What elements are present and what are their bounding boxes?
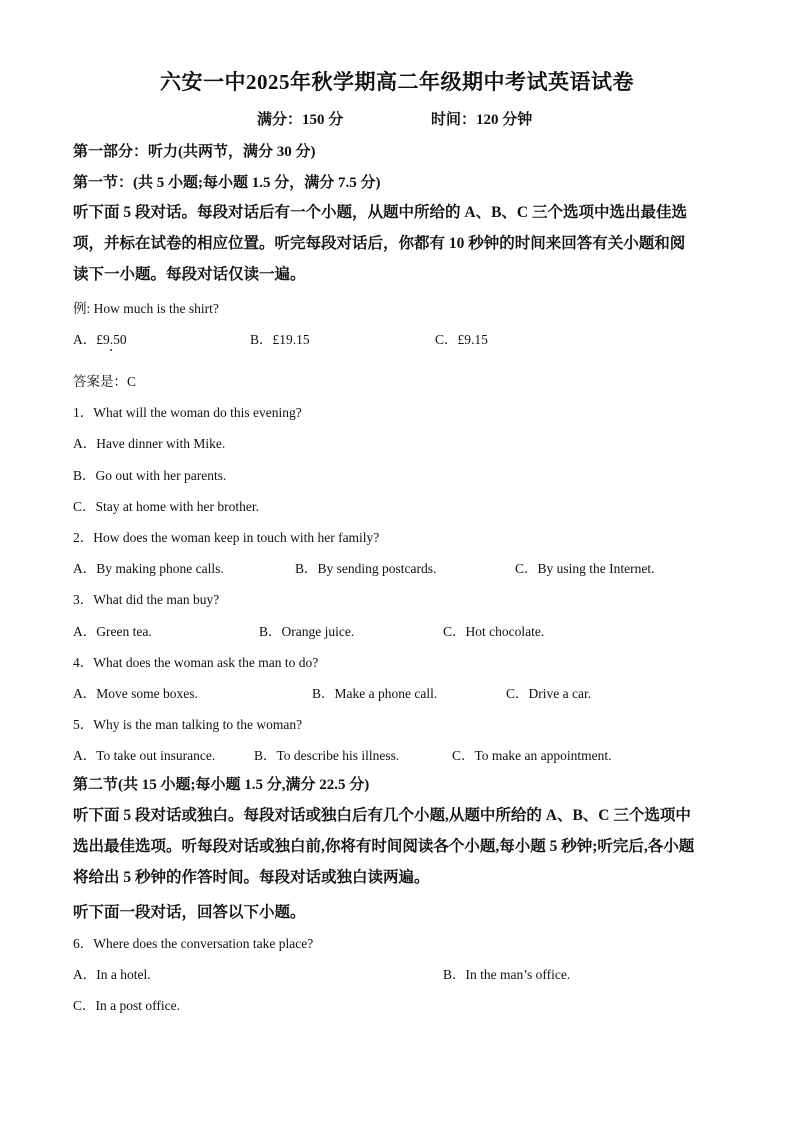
q5-option-c: C．To make an appointment. [452,748,612,763]
dialogue-prompt: 听下面一段对话，回答以下小题。 [73,904,306,921]
q2-option-a: A．By making phone calls. [73,561,224,576]
section1-instructions [73,197,723,290]
q6-option-c: C．In a post office. [73,998,180,1013]
q5-option-b: B．To describe his illness. [254,748,400,763]
q4-option-c: C．Drive a car. [506,686,592,701]
q4-option-a: A．Move some boxes. [73,686,198,701]
full-score: 满分：150 分 [257,112,344,128]
instruction-line: 选出最佳选项。听每段对话或独白前,你将有时间阅读各个小题,每小题 5 秒钟;听完后,各小题 [73,838,695,855]
example-option-a: A．£9.50 [73,332,127,347]
q6-option-b: B．In the man’s office. [443,967,571,982]
exam-time: 时间：120 分钟 [431,112,533,128]
q6-option-a: A．In a hotel. [73,967,151,982]
part1-heading: 第一部分：听力(共两节，满分 30 分) [73,144,316,160]
q5-option-a: A．To take out insurance. [73,748,216,763]
instruction-line: 听下面 5 段对话。每段对话后有一个小题，从题中所给的 A、B、C 三个选项中选出最佳选 [73,204,687,221]
question-4: 4．What does the woman ask the man to do? [73,655,319,670]
instruction-line: 将给出 5 秒钟的作答时间。每段对话或独白读两遍。 [73,869,430,886]
instruction-line: 项，并标在试卷的相应位置。听完每段对话后，你都有 10 秒钟的时间来回答有关小题和阅 [73,235,686,252]
section2-instructions [73,800,723,893]
example-question: 例: How much is the shirt? [73,301,219,316]
q3-option-a: A．Green tea. [73,624,152,639]
question-3: 3．What did the man buy? [73,592,220,607]
q3-option-b: B．Orange juice. [259,624,355,639]
exam-title: 六安一中2025年秋学期高二年级期中考试英语试卷 [160,70,634,94]
question-2: 2．How does the woman keep in touch with her family? [73,530,380,545]
question-6: 6．Where does the conversation take place? [73,936,314,951]
example-option-c: C．£9.15 [435,332,488,347]
q2-option-b: B．By sending postcards. [295,561,437,576]
q4-option-b: B．Make a phone call. [312,686,438,701]
example-answer: 答案是：C [73,374,137,389]
q1-option-b: B．Go out with her parents. [73,468,227,483]
q2-option-c: C．By using the Internet. [515,561,655,576]
instruction-line: 听下面 5 段对话或独白。每段对话或独白后有几个小题,从题中所给的 A、B、C 三个选项中 [73,807,691,824]
stray-dot [110,349,112,351]
instruction-line: 读下一小题。每段对话仅读一遍。 [73,266,306,283]
q1-option-a: A．Have dinner with Mike. [73,436,226,451]
question-5: 5．Why is the man talking to the woman? [73,717,303,732]
section2-heading: 第二节(共 15 小题;每小题 1.5 分,满分 22.5 分) [73,777,370,793]
example-option-b: B．£19.15 [250,332,310,347]
q3-option-c: C．Hot chocolate. [443,624,545,639]
question-1: 1．What will the woman do this evening? [73,405,302,420]
section1-heading: 第一节：(共 5 小题;每小题 1.5 分，满分 7.5 分) [73,175,381,191]
q1-option-c: C．Stay at home with her brother. [73,499,259,514]
